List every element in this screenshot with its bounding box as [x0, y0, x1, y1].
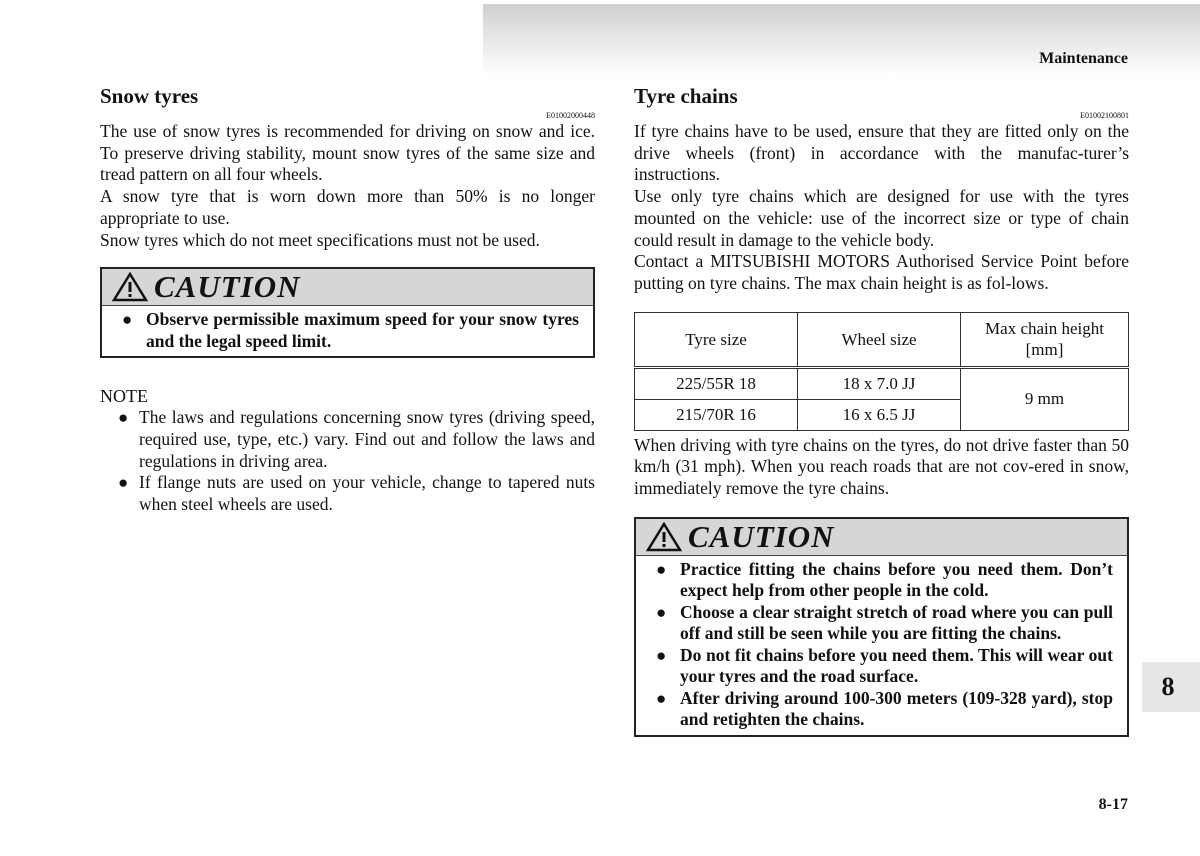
- snow-tyres-paragraph: A snow tyre that is worn down more than 50% is no longer appropriate to use.: [100, 186, 595, 228]
- caution-header: [102, 269, 593, 306]
- page-number: 8-17: [1098, 796, 1128, 813]
- bullet-icon: ●: [656, 645, 667, 665]
- caution-body: [102, 306, 593, 356]
- snow-tyres-caution-box: [100, 267, 595, 358]
- bullet-icon: ●: [656, 602, 667, 622]
- caution-header: [636, 519, 1127, 556]
- tyre-chains-code: E01002100801: [1080, 111, 1129, 120]
- tyre-chains-speed-paragraph: When driving with tyre chains on the tyres, do not drive faster than 50 km/h (31 mph). When you reach roads that are not cov-ered in snow, immediately remove the tyre chains.: [634, 434, 1129, 499]
- table-row: [635, 367, 1129, 399]
- bullet-icon: ●: [118, 408, 129, 428]
- caution-item-text: Practice fitting the chains before you need them. Don’t expect help from other people in the cold.: [680, 558, 1113, 601]
- note-item-text: If flange nuts are used on your vehicle, change to tapered nuts when steel wheels are used.: [139, 472, 595, 515]
- chapter-tab: 8: [1142, 662, 1200, 712]
- caution-item-text: Choose a clear straight stretch of road where you can pull off and still be seen while you are fitting the chains.: [680, 601, 1113, 644]
- table-cell-tyre-size: 225/55R 18: [635, 367, 798, 399]
- caution-item-text: After driving around 100-300 meters (109-328 yard), stop and retighten the chains.: [680, 687, 1113, 730]
- caution-item: [656, 559, 1113, 602]
- note-item-text: The laws and regulations concerning snow tyres (driving speed, required use, type, etc.) vary. Find out and follow the laws and regulations in driving area.: [139, 407, 595, 471]
- caution-body: [636, 556, 1127, 735]
- warning-triangle-icon: [112, 272, 148, 302]
- table-header-wheel-size: Wheel size: [798, 312, 961, 367]
- caution-item: [122, 309, 579, 352]
- caution-item: [656, 602, 1113, 645]
- tyre-chains-paragraph: Contact a MITSUBISHI MOTORS Authorised Service Point before putting on tyre chains. The max chain height is as fol-lows.: [634, 251, 1129, 293]
- note-item: [100, 472, 595, 515]
- chain-height-table: [634, 312, 1129, 431]
- table-cell-tyre-size: 215/70R 16: [635, 399, 798, 430]
- note-title: NOTE: [100, 386, 148, 407]
- snow-tyres-column: [100, 82, 595, 516]
- tyre-chains-paragraph: If tyre chains have to be used, ensure that they are fitted only on the drive wheels (front) in accordance with the manufac-turer’s instructions.: [634, 121, 1129, 185]
- tyre-chains-caution-box: [634, 517, 1129, 737]
- snow-tyres-heading: Snow tyres: [100, 84, 199, 108]
- caution-item-text: Observe permissible maximum speed for your snow tyres and the legal speed limit.: [146, 309, 579, 351]
- caution-label: CAUTION: [154, 269, 301, 305]
- snow-tyres-code: E01002000448: [546, 111, 595, 120]
- bullet-icon: ●: [122, 310, 133, 330]
- caution-item: [656, 688, 1113, 731]
- table-header-tyre-size: Tyre size: [635, 312, 798, 367]
- tyre-chains-column: [634, 82, 1129, 737]
- section-title: Maintenance: [1039, 50, 1128, 67]
- bullet-icon: ●: [656, 559, 667, 579]
- note-item: [100, 407, 595, 472]
- warning-triangle-icon: [646, 522, 682, 552]
- table-cell-wheel-size: 18 x 7.0 JJ: [798, 367, 961, 399]
- table-header-max-chain-height: Max chain height [mm]: [961, 312, 1129, 367]
- bullet-icon: ●: [118, 473, 129, 493]
- table-cell-max-chain-height: 9 mm: [961, 367, 1129, 430]
- tyre-chains-heading: Tyre chains: [634, 84, 738, 108]
- snow-tyres-paragraph: Snow tyres which do not meet specifications must not be used.: [100, 229, 540, 250]
- table-cell-wheel-size: 16 x 6.5 JJ: [798, 399, 961, 430]
- caution-label: CAUTION: [688, 518, 835, 554]
- caution-item: [656, 645, 1113, 688]
- tyre-chains-paragraph: Use only tyre chains which are designed for use with the tyres mounted on the vehicle: use of the incorrect size or type of chain could result in damage to the vehicle body.: [634, 186, 1129, 250]
- bullet-icon: ●: [656, 688, 667, 708]
- snow-tyres-paragraph: The use of snow tyres is recommended for driving on snow and ice. To preserve driving stability, mount snow tyres of the same size and tread pattern on all four wheels.: [100, 121, 595, 185]
- table-header-row: [635, 312, 1129, 367]
- caution-item-text: Do not fit chains before you need them. This will wear out your tyres and the road surface.: [680, 644, 1113, 687]
